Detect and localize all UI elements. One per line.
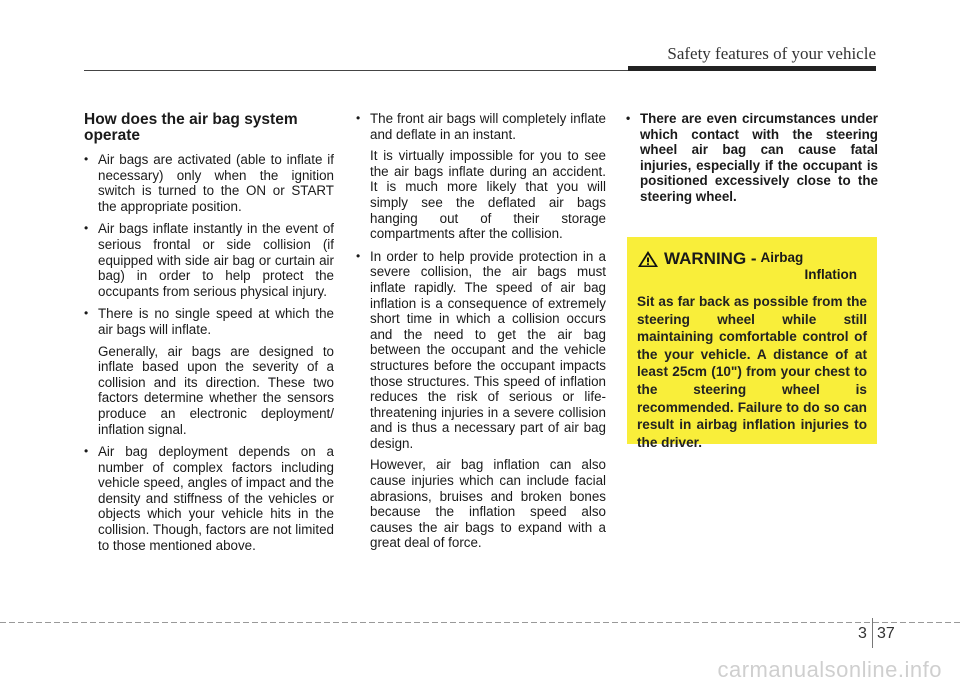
list-item: • Air bags inflate instantly in the event of serious frontal or side collision (if equipped with side air bag or curtain air bag) in order to help protect the occupants from serious physical injury. bbox=[84, 221, 334, 299]
list-item-paragraph: Generally, air bags are designed to inflate based upon the severity of a collision and its direction. These two factors determine whether the sensors produce an electronic deployment/ inflation signal. bbox=[98, 343, 334, 437]
chapter-number: 3 bbox=[858, 625, 867, 642]
list-item: • Air bag deployment depends on a number of complex factors including vehicle speed, angles of impact and the density and stiffness of the vehicles or objects which your vehicle hits in the collision. Though, factors are not limited to those mentioned above. bbox=[84, 444, 334, 553]
bullet-list bbox=[626, 111, 878, 205]
list-item: • Air bags are activated (able to inflate if necessary) only when the ignition switch is turned to the ON or START the appropriate position. bbox=[84, 152, 334, 214]
warning-box bbox=[627, 237, 877, 450]
list-item-paragraph: It is virtually impossible for you to see the air bags inflate during an accident. It is much more likely that you will simply see the deflated air bags hanging out of their storage compartments after the collision. bbox=[370, 148, 606, 242]
warning-header bbox=[637, 249, 867, 289]
list-item-paragraph: However, air bag inflation can also cause injuries which can include facial abrasions, bruises and broken bones because the inflation speed also causes the air bags to expand with a great deal of force. bbox=[370, 457, 606, 551]
page-number: 37 bbox=[877, 625, 895, 642]
warning-triangle-icon bbox=[637, 250, 659, 268]
column-3 bbox=[626, 111, 878, 212]
watermark: carmanualsonline.info bbox=[717, 657, 942, 682]
page-number-divider bbox=[872, 618, 873, 648]
column-2 bbox=[356, 111, 606, 558]
warning-subject: Airbag Inflation bbox=[760, 250, 858, 282]
list-item: • In order to help provide protection in a severe collision, the air bags must inflate rapidly. The speed of air bag inflation is a consequence of extremely short time in which a collision occurs and the need to get the air bag between the occupant and the vehicle structures before the occupant impacts those structures. This speed of inflation reduces the risk of serious or life-threatening injuries in a severe collision and is thus a necessary part of air bag design. However, air bag inflation can also cause injuries which can include facial abrasions, bruises and broken bones because the inflation speed also causes the air bags to expand with a great deal of force. bbox=[356, 249, 606, 551]
bullet-list bbox=[356, 111, 606, 551]
list-item: • There is no single speed at which the air bags will inflate. Generally, air bags are designed to inflate based upon the severity of a collision and its direction. These two factors determine whether the sensors produce an electronic deployment/ inflation signal. bbox=[84, 306, 334, 437]
header-rule-accent bbox=[628, 66, 876, 71]
section-heading: How does the air bag system operate bbox=[84, 111, 298, 144]
warning-label: WARNING - bbox=[664, 249, 757, 268]
warning-text: Sit as far back as possible from the steering wheel while still maintaining comfortable control of the your vehicle. A distance of at least 25cm (10") from your chest to the steering wheel is recommended. Failure to do so can result in airbag inflation injuries to the driver. bbox=[637, 294, 867, 450]
list-item: • The front air bags will completely inflate and deflate in an instant. It is virtually impossible for you to see the air bags inflate during an accident. It is much more likely that you will simply see the deflated air bags hanging out of their storage compartments after the collision. bbox=[356, 111, 606, 242]
section-title: Safety features of your vehicle bbox=[667, 44, 876, 63]
list-item: • There are even circumstances under which contact with the steering wheel air bag can cause fatal injuries, especially if the occupant is positioned excessively close to the steering wheel. bbox=[626, 111, 878, 205]
column-1 bbox=[84, 112, 334, 560]
footer-rule bbox=[0, 622, 960, 623]
bullet-list bbox=[84, 152, 334, 553]
